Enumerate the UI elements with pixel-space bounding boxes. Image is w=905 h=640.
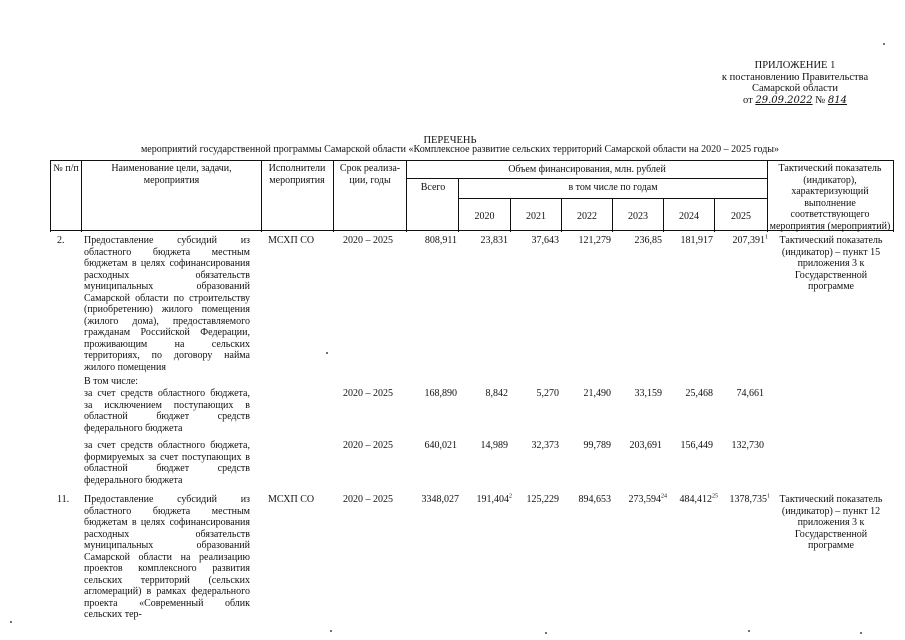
row-2024: 25,468: [685, 388, 713, 399]
row-executor: МСХП СО: [268, 235, 315, 246]
row-2021: 125,229: [526, 494, 559, 505]
document-title: ПЕРЕЧЕНЬ: [423, 135, 477, 146]
number-prefix: №: [815, 94, 826, 106]
row-2024-value: 484,412: [679, 494, 712, 505]
header-financing: Объем финансирования, млн. рублей: [508, 164, 666, 175]
appendix-title: ПРИЛОЖЕНИЕ 1: [754, 60, 836, 71]
row-period: 2020 – 2025: [343, 440, 393, 451]
row-2025-value: 1378,735: [729, 494, 767, 505]
header-year-2022: 2022: [577, 211, 597, 222]
footnote-mark: 24: [661, 493, 667, 500]
row-2023: [612, 494, 667, 506]
header-year-2025: 2025: [731, 211, 751, 222]
header-executors: Исполнители мероприятия: [268, 163, 326, 186]
row-2024: 156,449: [680, 440, 713, 451]
row-2020: 8,842: [485, 388, 508, 399]
row-name-prefix: В том числе:: [84, 376, 139, 387]
row-2020: 23,831: [480, 235, 508, 246]
row-2021: 37,643: [531, 235, 559, 246]
row-2024: [663, 494, 718, 506]
row-2025: 132,730: [731, 440, 764, 451]
header-num: № п/п: [53, 163, 79, 174]
document-subtitle: мероприятий государственной программы Самарской области «Комплексное развитие сельских территорий Самарской области на 2020 – 2025 годы»: [140, 144, 780, 155]
header-year-2023: 2023: [628, 211, 648, 222]
footnote-mark: 1: [767, 493, 770, 500]
row-total: 3348,027: [421, 494, 459, 505]
scan-speck: [748, 630, 750, 632]
scan-speck: [860, 632, 862, 634]
scan-speck: [326, 352, 328, 354]
row-num: 2.: [57, 235, 65, 246]
row-2025-value: 207,391: [732, 235, 765, 246]
row-2025: [714, 235, 768, 247]
header-by-years: в том числе по годам: [568, 182, 658, 193]
header-year-2020: 2020: [474, 211, 495, 222]
scan-speck: [10, 621, 12, 623]
row-2023: 236,85: [634, 235, 662, 246]
scan-speck: [883, 43, 885, 45]
row-2022: 99,789: [583, 440, 611, 451]
row-period: 2020 – 2025: [343, 494, 393, 505]
row-name: за счет средств областного бюджета, формируемых за счет поступающих в областной бюджет средств федерального бюджета: [84, 440, 250, 486]
appendix-line2: Самарской области: [752, 83, 838, 94]
header-period: Срок реализа-ции, годы: [339, 163, 401, 186]
row-2020: 14,989: [480, 440, 508, 451]
date-prefix: от: [743, 94, 753, 106]
header-year-2021: 2021: [526, 211, 546, 222]
row-2023: 203,691: [629, 440, 662, 451]
appendix-line1: к постановлению Правительства: [721, 71, 869, 83]
row-total: 640,021: [424, 440, 457, 451]
footnote-mark: 2: [509, 493, 512, 500]
row-total: 168,890: [424, 388, 457, 399]
row-indicator: Тактический показатель (индикатор) – пункт 15 приложения 3 к Государственной программе: [779, 235, 883, 292]
row-2020-value: 191,404: [476, 494, 509, 505]
row-2020: [458, 494, 512, 506]
row-2021: 32,373: [531, 440, 559, 451]
footnote-mark: 25: [712, 493, 718, 500]
scan-speck: [545, 632, 547, 634]
row-2024: 181,917: [680, 235, 713, 246]
header-total: Всего: [420, 182, 446, 193]
row-period: 2020 – 2025: [343, 235, 393, 246]
header-name: Наименование цели, задачи, мероприятия: [111, 163, 232, 186]
row-2022: 21,490: [583, 388, 611, 399]
row-2023: 33,159: [634, 388, 662, 399]
row-name: Предоставление субсидий из областного бюджета местным бюджетам в целях софинансирования расходных обязательств муниципальных образований Самарской области по строительству (приобретению) жилого помещения (жилого дома), предоставляемого гражданам Российской Федерации, проживающим на сельских территориях, по договору найма жилого помещения: [84, 235, 250, 373]
row-name: за счет средств областного бюджета, за исключением поступающих в областной бюджет средств федерального бюджета: [84, 388, 250, 434]
row-name: Предоставление субсидий из областного бюджета местным бюджетам в целях софинансирования расходных обязательств муниципальных образований Самарской области на реализацию проектов комплексного развития сельских территорий (сельских агломераций) в рамках федерального проекта «Современный облик сельских тер-: [84, 494, 250, 620]
appendix-date-line: [695, 95, 895, 107]
footnote-mark: 1: [765, 234, 768, 241]
row-2025: 74,661: [736, 388, 764, 399]
row-num: 11.: [57, 494, 70, 505]
row-2021: 5,270: [536, 388, 559, 399]
appendix-block: [695, 60, 895, 106]
number-value: 814: [827, 94, 847, 106]
row-period: 2020 – 2025: [343, 388, 393, 399]
row-2022: 894,653: [578, 494, 611, 505]
row-total: 808,911: [424, 235, 457, 246]
row-2023-value: 273,594: [628, 494, 661, 505]
header-indicator: Тактический показатель (индикатор), характеризующий выполнение соответствующего мероприятия (мероприятий): [769, 163, 891, 232]
row-executor: МСХП СО: [268, 494, 315, 505]
row-2022: 121,279: [578, 235, 611, 246]
header-year-2024: 2024: [679, 211, 699, 222]
row-2025: [716, 494, 770, 506]
scan-speck: [330, 630, 332, 632]
date-value: 29.09.2022: [755, 94, 813, 106]
row-indicator: Тактический показатель (индикатор) – пункт 12 приложения 3 к Государственной программе: [779, 494, 883, 551]
